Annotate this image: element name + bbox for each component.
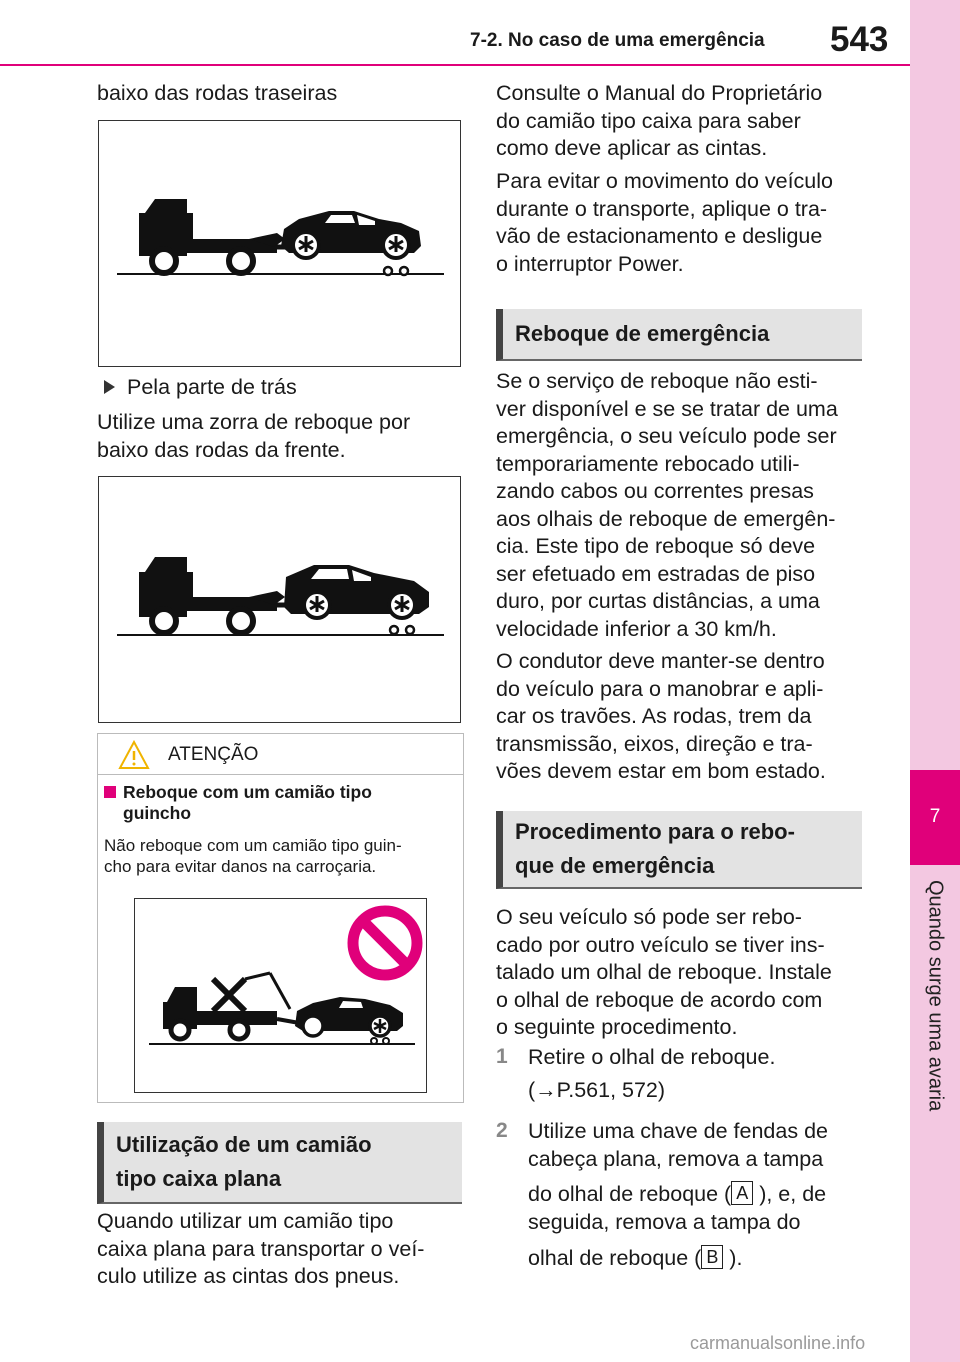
emergency-line: zando cabos ou correntes presas (496, 479, 814, 503)
chapter-label-container (915, 880, 955, 1140)
figure-rear-dolly (98, 120, 461, 367)
step-2-line4: seguida, remova a tampa do (528, 1210, 801, 1234)
procedure-line: talado um olhal de reboque. Instale (496, 960, 832, 984)
tow-truck-dolly-illustration (99, 121, 460, 366)
emergency-line: temporariamente rebocado utili- (496, 451, 800, 476)
emergency-line: cia. Este tipo de reboque só deve (496, 534, 816, 558)
step-2-line5-start: olhal de reboque ( (528, 1246, 702, 1270)
chapter-number: 7 (929, 806, 941, 827)
prevent-line4: o interruptor Power. (496, 251, 684, 276)
step-2-line3 (528, 1181, 826, 1209)
step-2-line3-end: ), e, de (753, 1182, 827, 1206)
step-2-line1: Utilize uma chave de fendas de (528, 1119, 828, 1143)
flatbed-text (97, 1208, 424, 1291)
bullet-rear-text: Pela parte de trás (127, 375, 297, 399)
warning-item-text (104, 835, 402, 877)
warning-item-title-line1: Reboque com um camião tipo (123, 782, 372, 802)
step-1-reference[interactable]: (→P.561, 572) (528, 1078, 666, 1102)
emergency-line: ser efetuado em estradas de piso (496, 561, 816, 586)
step-2-line3-start: do olhal de reboque ( (528, 1182, 732, 1206)
step-1-text: Retire o olhal de reboque. (528, 1045, 776, 1069)
header-rule (0, 64, 910, 66)
label-a-box: A (731, 1181, 753, 1205)
wrecker-truck-prohibited-illustration (135, 899, 426, 1092)
step-2-number: 2 (496, 1119, 508, 1142)
prevent-paragraph (496, 168, 833, 278)
consult-paragraph (496, 80, 822, 163)
warning-square-bullet (104, 786, 116, 798)
emergency-line: Se o serviço de reboque não esti- (496, 369, 818, 393)
flatbed-text-line3: culo utilize as cintas dos pneus. (97, 1264, 400, 1288)
flatbed-text-line1: Quando utilizar um camião tipo (97, 1209, 394, 1233)
warning-item-title (123, 782, 372, 824)
step-2-line2: cabeça plana, remova a tampa (528, 1147, 824, 1171)
procedure-line: cado por outro veículo se tiver ins- (496, 932, 825, 957)
driver-line: do veículo para o manobrar e apli- (496, 676, 824, 701)
page-number: 543 (830, 20, 889, 59)
warning-triangle-icon (118, 740, 150, 770)
chapter-label: Quando surge uma avaria (924, 880, 947, 1112)
procedure-line: o seguinte procedimento. (496, 1015, 738, 1039)
bullet-rear (104, 374, 297, 402)
footer-watermark[interactable]: carmanualsonline.info (690, 1333, 866, 1353)
procedure-paragraph (496, 904, 832, 1042)
prevent-line1: Para evitar o movimento do veículo (496, 169, 833, 193)
driver-paragraph (496, 648, 826, 786)
step-2-line5-end: ). (723, 1246, 743, 1270)
warning-title: ATENÇÃO (168, 744, 259, 765)
consult-line1: Consulte o Manual do Proprietário (496, 81, 823, 105)
driver-line: transmissão, eixos, direção e tra- (496, 731, 813, 756)
emergency-heading-text: Reboque de emergência (515, 321, 770, 346)
label-b-box: B (701, 1245, 723, 1269)
step-1-number: 1 (496, 1045, 508, 1068)
driver-line: O condutor deve manter-se dentro (496, 649, 825, 673)
emergency-line: emergência, o seu veículo pode ser (496, 424, 837, 448)
flatbed-heading-line2: tipo caixa plana (116, 1166, 282, 1191)
procedure-heading-text (503, 811, 862, 887)
flatbed-text-line2: caixa plana para transportar o veí- (97, 1236, 425, 1261)
emergency-line: ver disponível e se se tratar de uma (496, 396, 838, 421)
procedure-heading-line1: Procedimento para o rebo- (515, 819, 795, 844)
warning-text-line1: Não reboque com um camião tipo guin- (104, 836, 402, 855)
rear-text-2: baixo das rodas da frente. (97, 438, 346, 462)
warning-header (98, 734, 463, 775)
procedure-line: o olhal de reboque de acordo com (496, 987, 823, 1012)
flatbed-heading (97, 1122, 462, 1204)
bullet-triangle-icon (104, 380, 115, 394)
consult-line2: do camião tipo caixa para saber (496, 108, 801, 133)
flatbed-heading-line1: Utilização de um camião (116, 1132, 372, 1157)
figure-wrecker-prohibited (134, 898, 427, 1093)
procedure-line: O seu veículo só pode ser rebo- (496, 905, 802, 929)
emergency-line: aos olhais de reboque de emergên- (496, 506, 836, 531)
rear-text-1: Utilize uma zorra de reboque por (97, 410, 411, 434)
warning-text-line2: cho para evitar danos na carroçaria. (104, 857, 377, 876)
intro-line: baixo das rodas traseiras (97, 81, 338, 105)
procedure-heading-line2: que de emergência (515, 853, 715, 878)
prevent-line3: vão de estacionamento e desligue (496, 224, 823, 248)
section-title: 7-2. No caso de uma emergência (470, 30, 765, 51)
emergency-line: velocidade inferior a 30 km/h. (496, 616, 777, 641)
emergency-line: duro, por curtas distâncias, a uma (496, 589, 820, 613)
figure-front-dolly (98, 476, 461, 723)
step-2-line5 (528, 1245, 742, 1273)
warning-box (97, 733, 464, 1103)
tow-truck-front-dolly-illustration (99, 477, 460, 722)
consult-line3: como deve aplicar as cintas. (496, 136, 768, 160)
driver-line: vões devem estar em bom estado. (496, 759, 826, 783)
warning-item-title-line2: guincho (123, 803, 192, 823)
emergency-heading (496, 309, 862, 361)
flatbed-heading-text (104, 1122, 462, 1202)
driver-line: car os travões. As rodas, trem da (496, 704, 812, 728)
emergency-paragraph (496, 368, 838, 643)
chapter-side-tab (910, 0, 960, 1362)
prevent-line2: durante o transporte, aplique o tra- (496, 196, 828, 221)
procedure-heading (496, 811, 862, 889)
